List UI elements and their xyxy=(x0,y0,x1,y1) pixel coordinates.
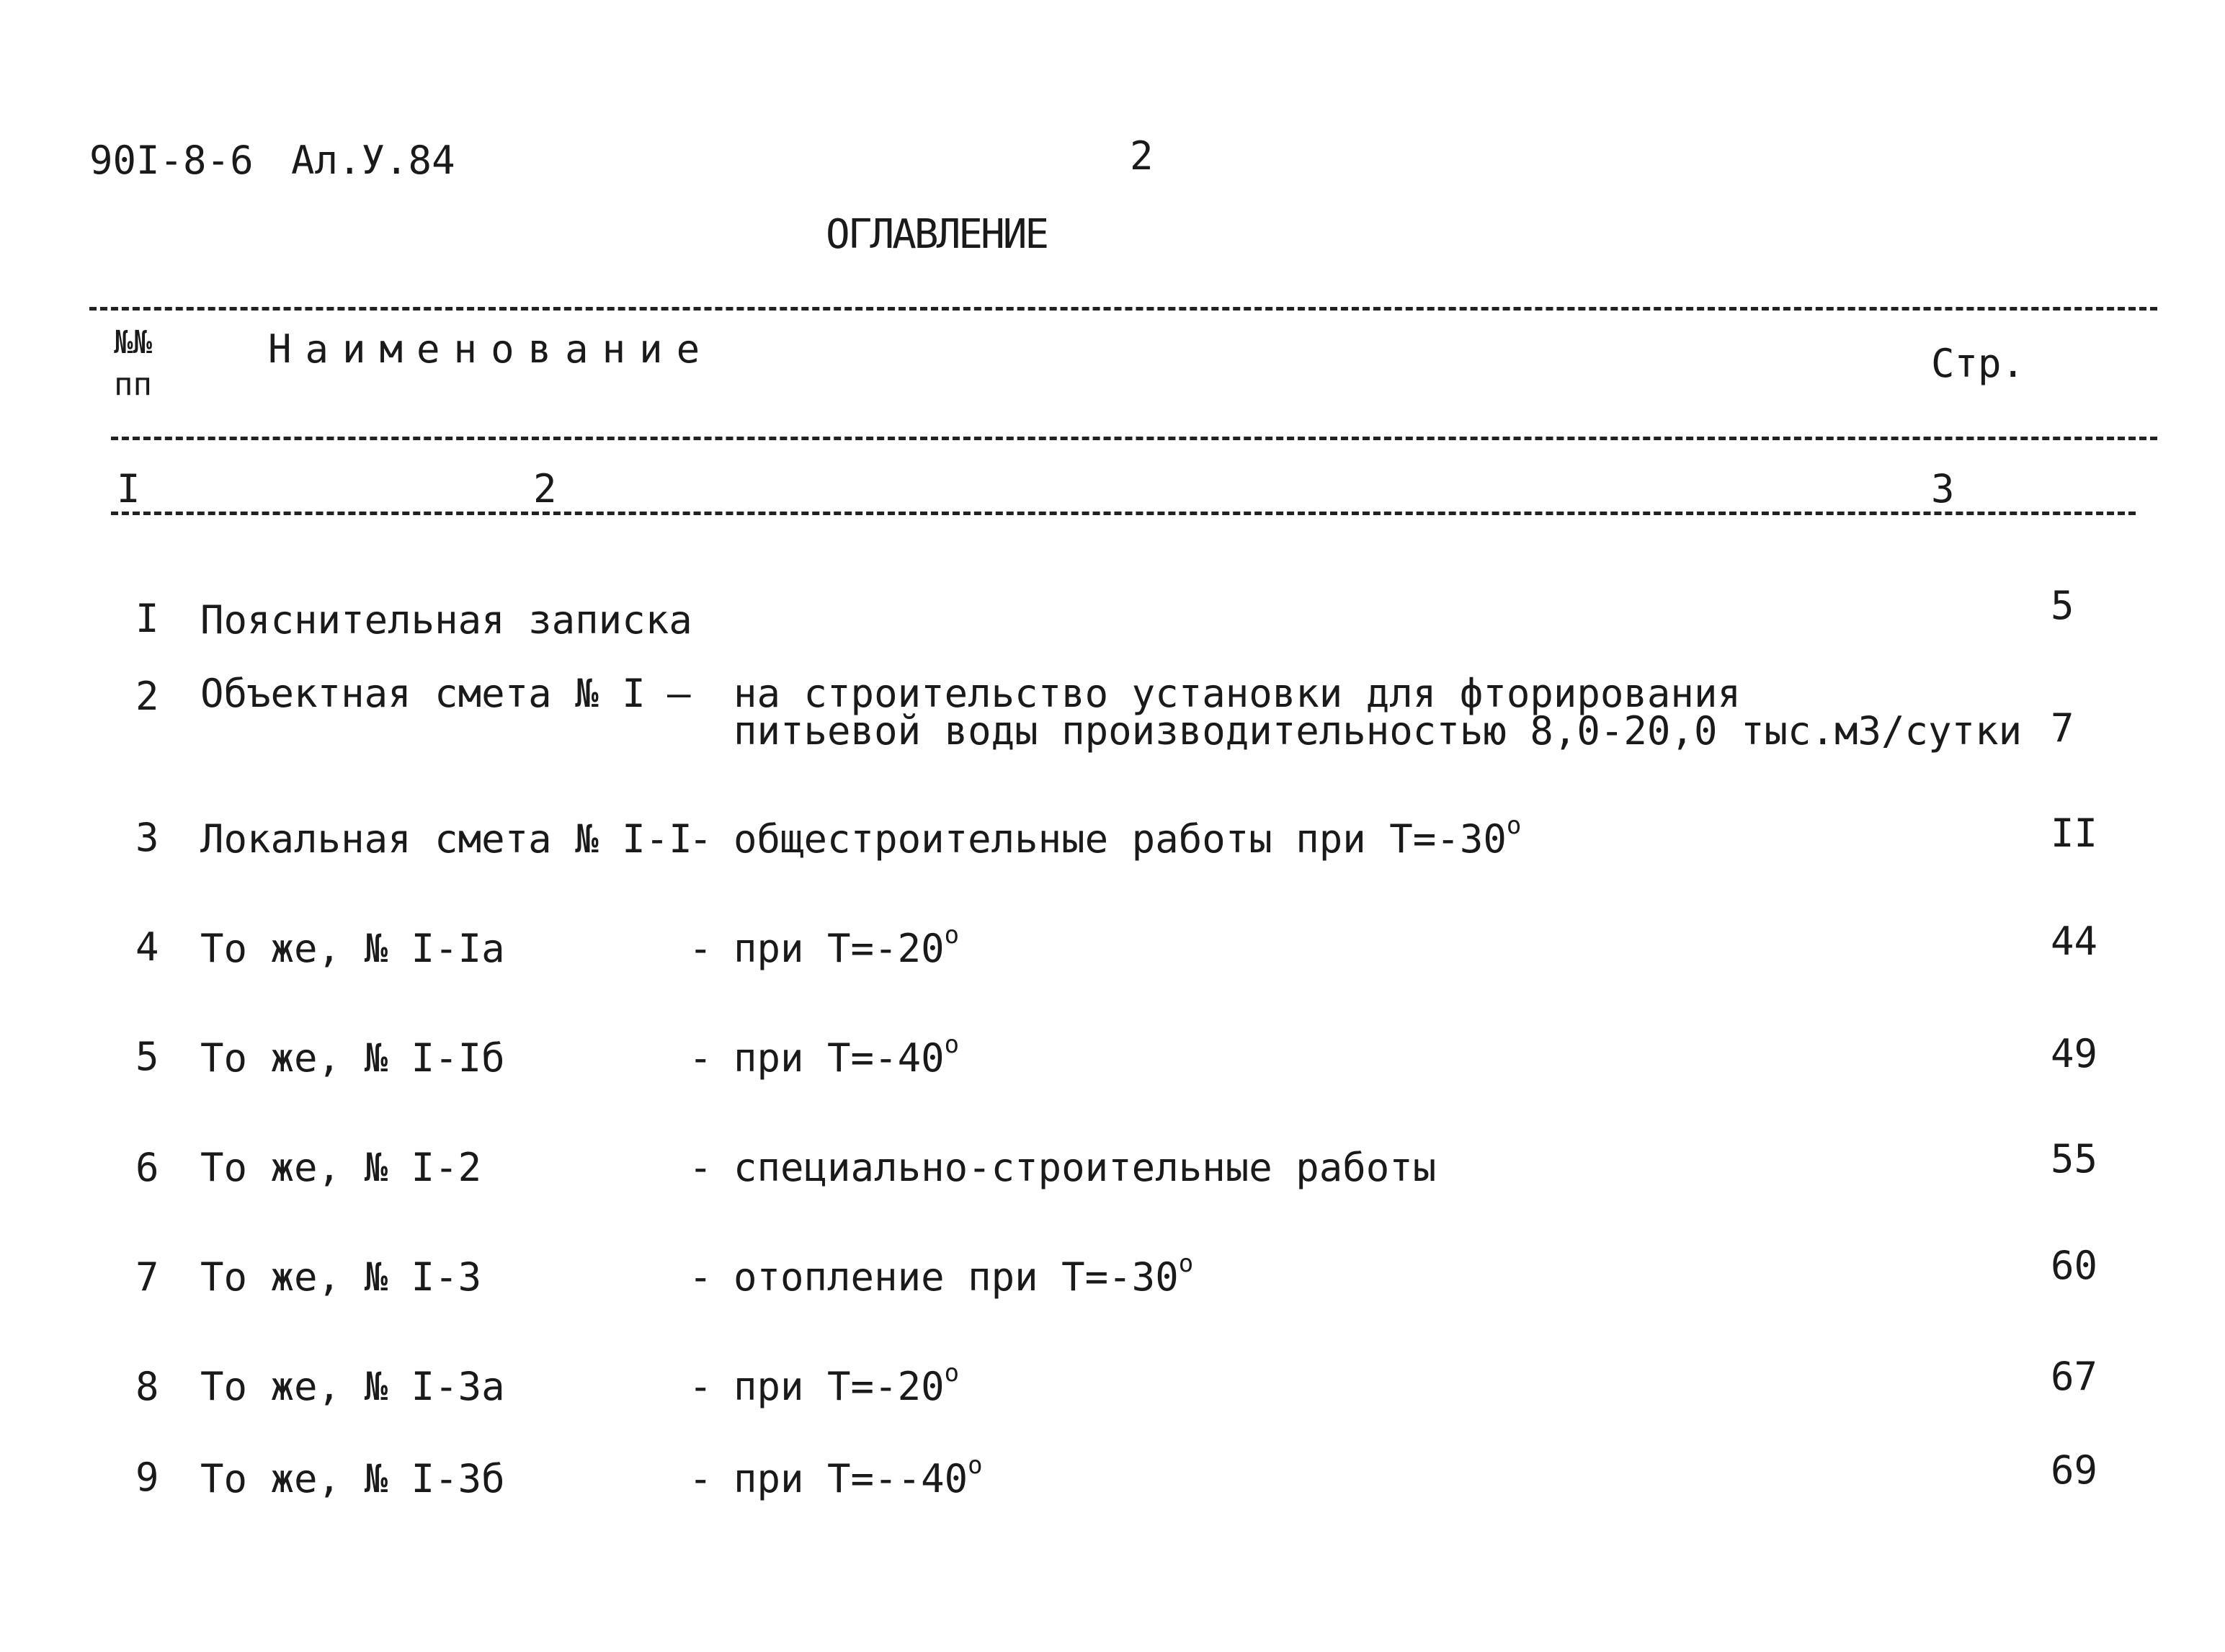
row-3-name: Локальная смета № I-I xyxy=(200,816,692,862)
row-6-dash: - xyxy=(689,1145,713,1190)
row-7-description: отопление при $Т=-30^о$ xyxy=(734,1249,1194,1300)
row-2-name: Объектная смета № I xyxy=(200,671,646,716)
row-2-description: на строительство установки для фторирования xyxy=(734,671,1741,716)
row-4-number: 4 xyxy=(135,924,159,970)
row-8-degree: о xyxy=(944,1359,960,1388)
table-top-rule xyxy=(89,307,2157,311)
row-9-dash: - xyxy=(689,1456,713,1501)
row-9-number: 9 xyxy=(135,1455,159,1500)
row-2-dash: – xyxy=(667,671,691,716)
column-page-label: Стр. xyxy=(1931,341,2025,386)
row-1-number: I xyxy=(135,596,159,641)
row-4-name: То же, № I-Iа xyxy=(200,926,505,971)
document-code: 90I-8-6 xyxy=(89,138,254,183)
row-4-page: 44 xyxy=(2051,919,2098,964)
row-4-degree: о xyxy=(944,921,960,950)
row-6-number: 6 xyxy=(135,1145,159,1190)
album-code: Ал.У.84 xyxy=(291,138,455,183)
row-3-degree: о xyxy=(1506,811,1522,840)
row-6-page: 55 xyxy=(2051,1136,2098,1182)
row-8-description: при $Т=-20^о$ xyxy=(734,1359,960,1409)
column-number-label: №№ xyxy=(114,324,152,361)
row-5-dash: - xyxy=(689,1035,713,1081)
row-2-description-line-2: питьевой воды производительностью 8,0-20,0 тыс.м3/сутки xyxy=(734,708,2023,754)
row-6-name: То же, № I-2 xyxy=(200,1145,482,1190)
column-index-2: 2 xyxy=(533,466,557,512)
row-2-page: 7 xyxy=(2051,705,2074,751)
row-8-dash: - xyxy=(689,1364,713,1409)
column-number-label-2: пп xyxy=(114,366,152,403)
row-5-degree: о xyxy=(944,1030,960,1059)
row-5-description: при $Т=-40^о$ xyxy=(734,1030,960,1081)
row-5-number: 5 xyxy=(135,1034,159,1079)
row-9-name: То же, № I-3б xyxy=(200,1456,505,1501)
table-header-rule xyxy=(111,437,2157,440)
page-number: 2 xyxy=(1130,133,1154,179)
column-index-3: 3 xyxy=(1931,466,1955,512)
page-title: ОГЛАВЛЕНИЕ xyxy=(826,211,1048,258)
row-2-number: 2 xyxy=(135,674,159,719)
row-7-degree: о xyxy=(1178,1249,1194,1278)
row-4-description: при $Т=-20^о$ xyxy=(734,921,960,971)
row-7-page: 60 xyxy=(2051,1243,2098,1288)
column-name-label: Наименование xyxy=(268,326,714,372)
row-1-page: 5 xyxy=(2051,583,2074,628)
row-4-dash: - xyxy=(689,926,713,971)
row-7-name: То же, № I-3 xyxy=(200,1254,482,1300)
row-3-number: 3 xyxy=(135,815,159,860)
column-index-1: I xyxy=(117,466,141,512)
row-5-page: 49 xyxy=(2051,1031,2098,1076)
row-5-name: То же, № I-Iб xyxy=(200,1035,505,1081)
row-7-number: 7 xyxy=(135,1254,159,1300)
row-3-page: II xyxy=(2051,811,2098,856)
row-6-description: специально-строительные работы xyxy=(734,1145,1437,1190)
row-8-number: 8 xyxy=(135,1364,159,1409)
row-8-page: 67 xyxy=(2051,1354,2098,1399)
row-9-description: при $Т=--40^о$ xyxy=(734,1451,983,1501)
row-7-dash: - xyxy=(689,1254,713,1300)
row-3-description: общестроительные работы при $Т=-30^о$ xyxy=(734,811,1522,862)
row-9-degree: о xyxy=(968,1451,983,1480)
row-8-name: То же, № I-3а xyxy=(200,1364,505,1409)
row-3-dash: - xyxy=(689,816,713,862)
column-index-rule xyxy=(111,512,2136,515)
row-1-name: Пояснительная записка xyxy=(200,597,692,643)
row-9-page: 69 xyxy=(2051,1447,2098,1493)
